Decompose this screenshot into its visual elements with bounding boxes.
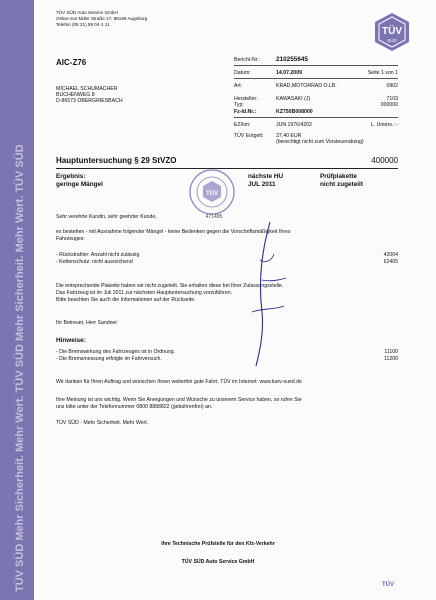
next-hu-label: nächste HU <box>248 173 284 180</box>
date-label: Datum: <box>234 70 251 76</box>
inspection-stamp <box>176 168 242 220</box>
case-code: AIC-Z76 <box>56 58 87 67</box>
greeting: Sehr verehrte Kundin, sehr geehrter Kunde, <box>56 214 157 220</box>
company-address: Oskar-von-Miller Straße 17, 86199 Augsburg <box>56 16 148 21</box>
company-name: TÜV SÜD Auto Service GmbH <box>56 10 118 15</box>
signoff: Ihr Betreuer, Herr Sandner <box>56 320 118 326</box>
para2-line2: Das Fahrzeug ist im Juli 2011 zur nächsten Hauptuntersuchung vorzuführen. <box>56 290 233 296</box>
manufacturer-code: 7103 <box>386 96 398 102</box>
hint-item: - Die Bremswirkung des Fahrzeuges ist in Ordnung. <box>56 349 176 355</box>
footer-line2: TÜV SÜD Auto Service GmbH <box>181 559 255 565</box>
para1-line2: Fahrzeuges: <box>56 236 85 242</box>
thanks-line: Wir danken für Ihren Auftrag und wünschen Ihnen weiterhin gute Fahrt. TÜV im Internet: www.tuev-sued.de <box>56 379 302 385</box>
sidebar-band <box>0 0 34 600</box>
opinion-line2: uns bitte unter der Telefonnummer 0800 8888822 (gebührenfrei) an. <box>56 404 213 410</box>
signature <box>240 220 290 370</box>
page-count: Seite 1 von 1 <box>367 70 398 76</box>
defect-code: 62405 <box>383 259 398 265</box>
sidebar-slogan-text: TÜV SÜD Mehr Sicherheit. Mehr Wert. TÜV SÜD Mehr Sicherheit. Mehr Wert. TÜV SÜD <box>14 144 26 592</box>
manufacturer-label: Hersteller: <box>234 96 258 102</box>
logo-brand: TÜV <box>382 26 402 37</box>
report-number-label: Bericht-Nr.: <box>234 57 260 63</box>
footer-line1: Ihre Technische Prüfstelle für den Kfz-Verkehr <box>161 541 275 547</box>
next-hu-value: JUL 2011 <box>248 181 276 188</box>
recipient-street: BUCHENWEG 8 <box>56 92 95 98</box>
para1-line1: es bestehen - mit Ausnahme folgender Mängel - keine Bedenken gegen die Vorschriftsmäßigkeit Ihres <box>56 229 291 235</box>
type-of-vehicle-label: Art: <box>234 83 243 89</box>
manufacturer: KAWASAKI (J) <box>276 96 311 102</box>
svg-text:TÜV: TÜV <box>206 191 218 197</box>
hint-item: - Die Bremsmessung erfolgte im Fahrversuch. <box>56 356 162 362</box>
tuv-logo <box>372 12 412 52</box>
fee-note: (berechtigt nicht zum Vorsteuerabzug) <box>276 139 364 145</box>
divider <box>234 65 398 66</box>
sticker-value: nicht zugeteilt <box>320 181 363 188</box>
opinion-line1: Ihre Meinung ist uns wichtig. Wenn Sie Anregungen und Wünsche zu unserem Service haben, so rufen Sie <box>56 397 302 403</box>
date-value: 14.07.2009 <box>276 70 302 76</box>
divider <box>234 117 398 118</box>
footer-mark: TÜV <box>382 582 394 588</box>
hint-code: 11200 <box>383 356 398 362</box>
defect-item: - Rückstrahler: Anzahl nicht zulässig <box>56 252 140 258</box>
registration-value: JUN 1976/4202 <box>276 122 313 128</box>
stamp-number: 471495 <box>205 214 223 220</box>
fee-value: 37,40 EUR <box>276 133 302 139</box>
model-code: 000000 <box>380 102 398 108</box>
defect-item: - Kettenschutz: nicht ausreichend <box>56 259 133 265</box>
vin-value: KZ750B008000 <box>276 109 313 115</box>
company-phone: Telefon (08 21) 59 04-1 11 <box>56 22 110 27</box>
sidebar-slogan <box>3 8 31 592</box>
recipient-city: D-86573 OBERGRIESBACH <box>56 98 123 104</box>
model-label: Typ: <box>234 102 244 108</box>
last-inspection: L. Unters.: - <box>370 122 398 128</box>
logo-sub: SÜD <box>387 38 397 43</box>
result-label: Ergebnis: <box>56 173 86 180</box>
sticker-label: Prüfplakette <box>320 173 357 180</box>
inspection-code: 400000 <box>371 156 398 165</box>
fee-label: TÜV Entgelt: <box>234 133 264 139</box>
inspection-title: Hauptuntersuchung § 29 StVZO <box>56 156 177 165</box>
recipient-name: MICHAEL SCHUMACHER <box>56 86 118 92</box>
report-number: 210255645 <box>276 56 308 63</box>
para2-line1: Die entsprechende Plakette haben wir nicht zugeteilt. Sie erhalten diese bei Ihrer Zulassungsstelle. <box>56 283 284 289</box>
result-value: geringe Mängel <box>56 181 103 188</box>
defect-code: 42004 <box>383 252 398 258</box>
para2-line3: Bitte beachten Sie auch die Informationen auf der Rückseite. <box>56 297 196 303</box>
type-of-vehicle-code: 0902 <box>386 83 398 89</box>
registration-label: EZ/km: <box>234 122 251 128</box>
hints-title: Hinweise: <box>56 337 86 344</box>
type-of-vehicle: KRAD,MOTORRAD O.LB. <box>276 83 337 89</box>
slogan-line: TÜV SÜD - Mehr Sicherheit. Mehr Wert. <box>56 420 149 426</box>
divider <box>234 78 398 79</box>
vin-label: Fz-Id.Nr.: <box>234 109 257 115</box>
hint-code: 11100 <box>384 349 398 355</box>
